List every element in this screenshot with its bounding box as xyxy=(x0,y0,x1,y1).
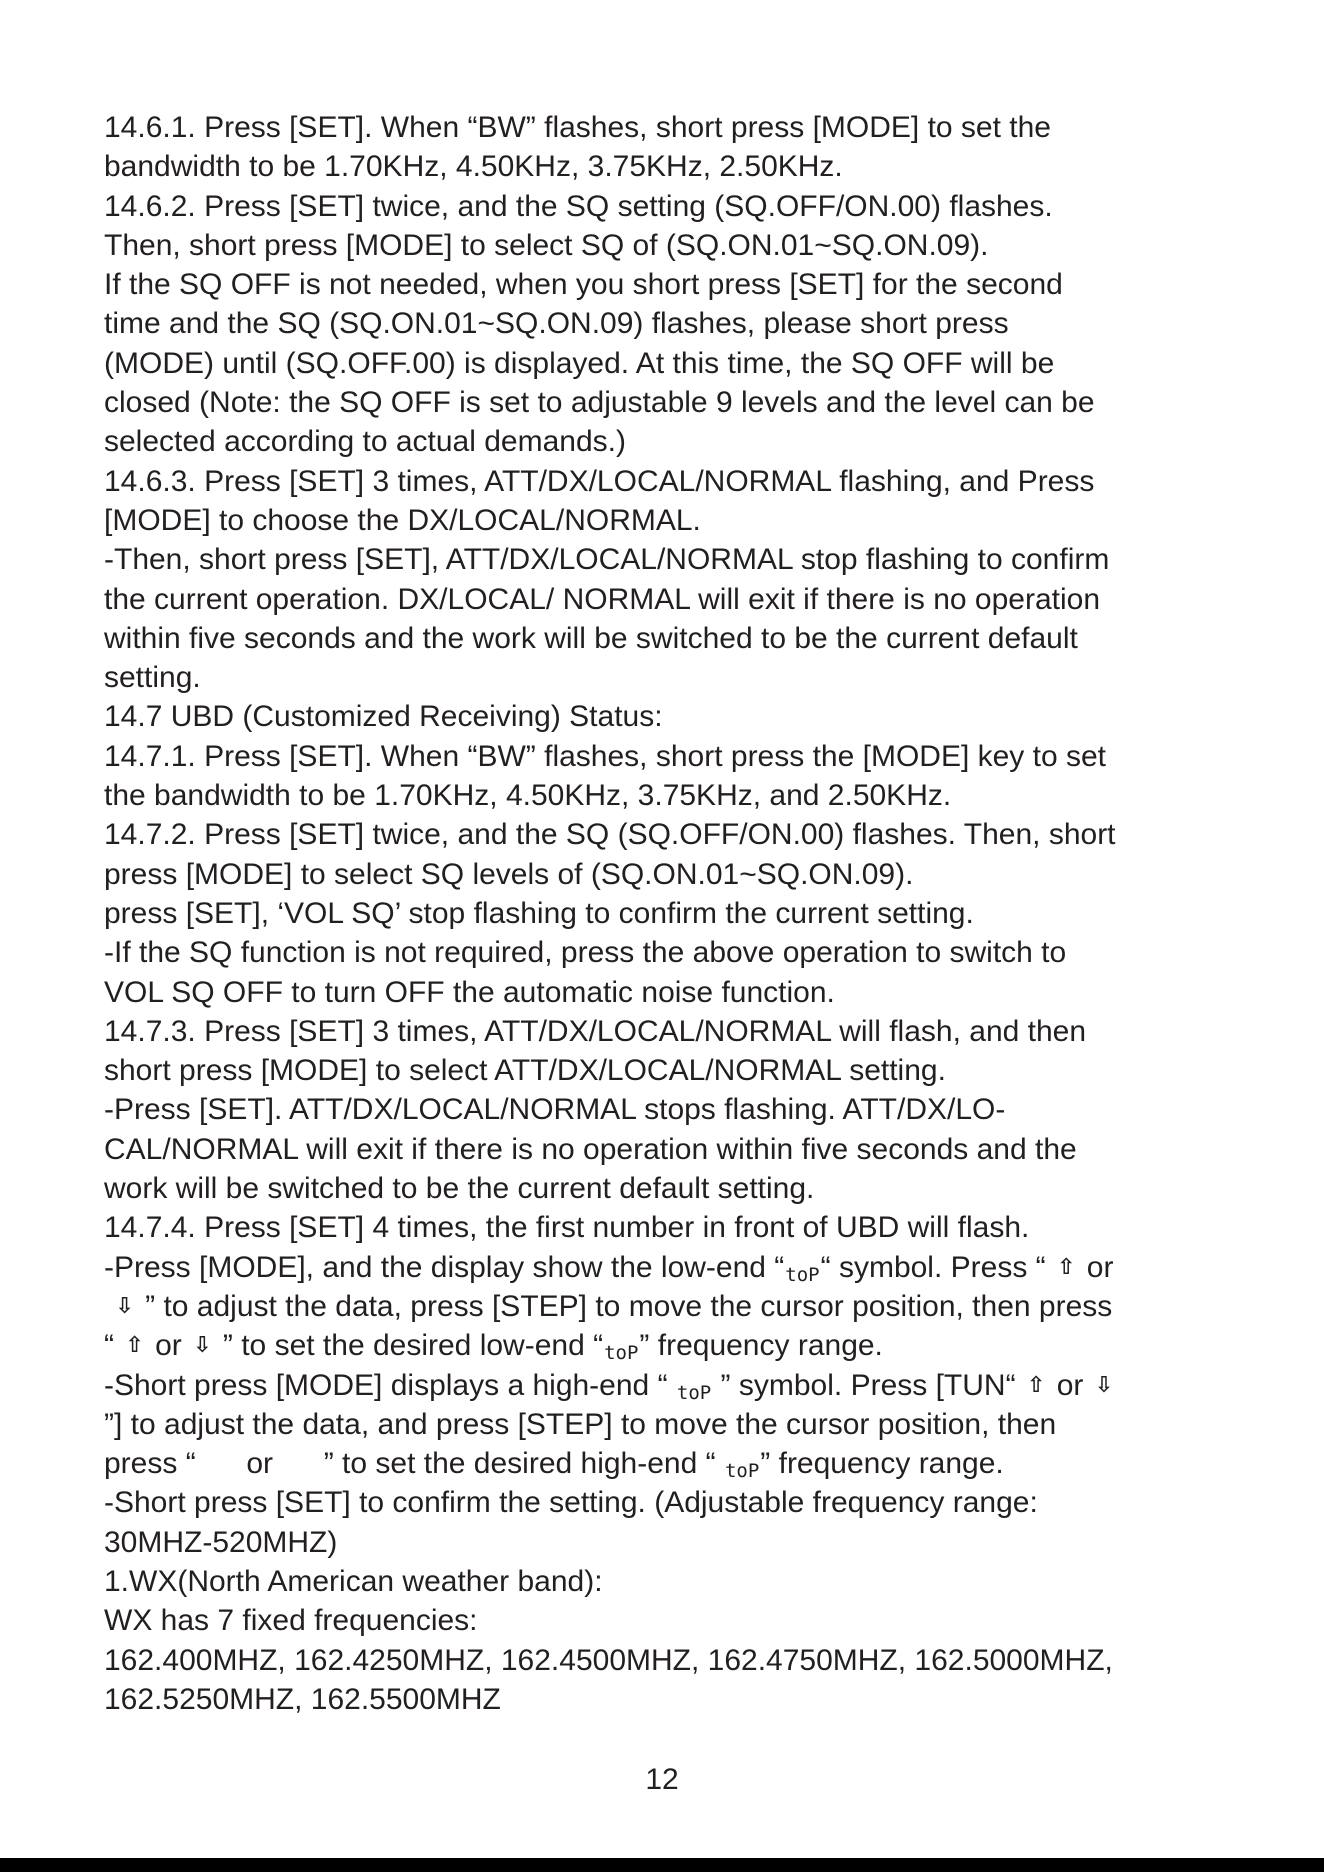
text-segment: If the SQ OFF is not needed, when you short press [SET] for the second xyxy=(104,268,1063,302)
text-line xyxy=(104,580,1234,619)
text-line xyxy=(104,1641,1234,1680)
text-segment: VOL SQ OFF to turn OFF the automatic noise function. xyxy=(104,975,835,1009)
text-segment: work will be switched to be the current default setting. xyxy=(104,1172,815,1206)
text-segment: 162.5250MHZ, 162.5500MHZ xyxy=(104,1682,501,1716)
text-line xyxy=(104,697,1234,736)
up-arrow-icon: ⇧ xyxy=(1026,1372,1046,1398)
page-number: 12 xyxy=(645,1763,679,1796)
text-line xyxy=(104,1562,1234,1601)
text-segment: Then, short press [MODE] to select SQ of (SQ.ON.01~SQ.ON.09). xyxy=(104,228,989,262)
text-line xyxy=(104,1248,1234,1287)
text-segment: -Press [MODE], and the display show the low-end “ xyxy=(104,1250,785,1284)
text-segment: ” frequency range. xyxy=(639,1329,883,1363)
text-line xyxy=(104,501,1234,540)
lcd-top-symbol: toP xyxy=(724,1460,760,1483)
text-segment: 30MHZ-520MHZ) xyxy=(104,1525,338,1559)
text-segment: (MODE) until (SQ.OFF.00) is displayed. At this time, the SQ OFF will be xyxy=(104,346,1055,380)
text-line xyxy=(104,1680,1234,1719)
text-line xyxy=(104,855,1234,894)
text-segment: 1.WX(North American weather band): xyxy=(104,1564,603,1598)
text-segment: ” to set the desired high-end “ xyxy=(315,1447,724,1481)
text-line xyxy=(104,1405,1234,1444)
text-line xyxy=(104,815,1234,854)
text-line xyxy=(104,422,1234,461)
text-line xyxy=(104,776,1234,815)
text-segment: 14.7.1. Press [SET]. When “BW” flashes, short press the [MODE] key to set xyxy=(104,739,1107,773)
text-segment: [MODE] to choose the DX/LOCAL/NORMAL. xyxy=(104,503,701,537)
text-segment: 14.7.4. Press [SET] 4 times, the first number in front of UBD will flash. xyxy=(104,1211,1030,1245)
text-segment: or xyxy=(1078,1250,1114,1284)
text-line xyxy=(104,1601,1234,1640)
text-line xyxy=(104,1208,1234,1247)
text-line xyxy=(104,147,1234,186)
lcd-top-symbol: toP xyxy=(676,1381,712,1404)
text-line xyxy=(104,383,1234,422)
text-line xyxy=(104,1483,1234,1522)
text-segment: ” to set the desired low-end “ xyxy=(214,1329,604,1363)
text-line xyxy=(104,619,1234,658)
text-segment: -Press [SET]. ATT/DX/LOCAL/NORMAL stops flashing. ATT/DX/LO- xyxy=(104,1093,1006,1127)
lcd-top-symbol: toP xyxy=(785,1263,820,1286)
down-arrow-icon: ⇩ xyxy=(115,1293,134,1319)
text-line xyxy=(104,1287,1234,1326)
text-line xyxy=(104,1366,1234,1405)
text-segment: “ symbol. Press “ xyxy=(820,1250,1054,1284)
text-line xyxy=(104,108,1234,147)
text-segment: setting. xyxy=(104,661,201,695)
text-segment: 14.7.3. Press [SET] 3 times, ATT/DX/LOCAL/NORMAL will flash, and then xyxy=(104,1014,1087,1048)
text-segment: 14.7 UBD (Customized Receiving) Status: xyxy=(104,700,663,734)
text-segment: the bandwidth to be 1.70KHz, 4.50KHz, 3.75KHz, and 2.50KHz. xyxy=(104,779,952,813)
text-line xyxy=(104,304,1234,343)
text-segment: press [MODE] to select SQ levels of (SQ.ON.01~SQ.ON.09). xyxy=(104,857,914,891)
text-segment: -Short press [SET] to confirm the setting. (Adjustable frequency range: xyxy=(104,1486,1038,1520)
text-segment: WX has 7 fixed frequencies: xyxy=(104,1604,478,1638)
text-segment: time and the SQ (SQ.ON.01~SQ.ON.09) flashes, please short press xyxy=(104,307,1009,341)
text-segment: -Short press [MODE] displays a high-end “ xyxy=(104,1368,676,1402)
text-line xyxy=(104,1130,1234,1169)
text-segment: bandwidth to be 1.70KHz, 4.50KHz, 3.75KHz, 2.50KHz. xyxy=(104,150,843,184)
bottom-edge-bar xyxy=(0,1858,1324,1872)
text-segment: 14.6.3. Press [SET] 3 times, ATT/DX/LOCAL/NORMAL flashing, and Press xyxy=(104,464,1095,498)
text-segment: 14.7.2. Press [SET] twice, and the SQ (SQ.OFF/ON.00) flashes. Then, short xyxy=(104,818,1116,852)
text-line xyxy=(104,933,1234,972)
manual-body-text xyxy=(104,108,1234,1719)
text-line xyxy=(104,1012,1234,1051)
text-segment: “ xyxy=(104,1329,123,1363)
text-line xyxy=(104,1444,1234,1483)
text-segment: or xyxy=(146,1329,191,1363)
text-segment: the current operation. DX/LOCAL/ NORMAL will exit if there is no operation xyxy=(104,582,1101,616)
text-line xyxy=(104,187,1234,226)
text-line xyxy=(104,265,1234,304)
text-segment: -If the SQ function is not required, press the above operation to switch to xyxy=(104,936,1067,970)
text-segment: ” frequency range. xyxy=(760,1447,1004,1481)
text-line xyxy=(104,894,1234,933)
text-line xyxy=(104,344,1234,383)
text-segment: or xyxy=(238,1447,282,1481)
text-line xyxy=(104,462,1234,501)
text-segment: within five seconds and the work will be switched to be the current default xyxy=(104,621,1078,655)
text-segment: selected according to actual demands.) xyxy=(104,425,626,459)
text-line xyxy=(104,1523,1234,1562)
text-line xyxy=(104,973,1234,1012)
text-line xyxy=(104,1090,1234,1129)
text-segment: 14.6.2. Press [SET] twice, and the SQ setting (SQ.OFF/ON.00) flashes. xyxy=(104,189,1053,223)
up-arrow-icon: ⇧ xyxy=(1057,1254,1076,1280)
text-segment: closed (Note: the SQ OFF is set to adjustable 9 levels and the level can be xyxy=(104,386,1095,420)
text-segment: ”] to adjust the data, and press [STEP] to move the cursor position, then xyxy=(104,1407,1057,1441)
text-line xyxy=(104,540,1234,579)
text-segment: press “ xyxy=(104,1447,205,1481)
text-line xyxy=(104,1169,1234,1208)
text-segment: ” symbol. Press [TUN“ xyxy=(712,1368,1024,1402)
text-line xyxy=(104,1051,1234,1090)
text-segment: ” to adjust the data, press [STEP] to move the cursor position, then press xyxy=(136,1289,1113,1323)
down-arrow-icon: ⇩ xyxy=(1094,1372,1114,1398)
text-line xyxy=(104,226,1234,265)
down-arrow-icon: ⇩ xyxy=(193,1333,212,1359)
lcd-top-symbol: toP xyxy=(604,1342,639,1365)
text-segment xyxy=(104,1290,112,1323)
text-segment: 14.6.1. Press [SET]. When “BW” flashes, short press [MODE] to set the xyxy=(104,111,1051,144)
text-segment: press [SET], ‘VOL SQ’ stop flashing to confirm the current setting. xyxy=(104,896,974,930)
text-segment: -Then, short press [SET], ATT/DX/LOCAL/NORMAL stop flashing to confirm xyxy=(104,543,1110,577)
text-line xyxy=(104,1326,1234,1365)
text-line xyxy=(104,737,1234,776)
text-segment: or xyxy=(1048,1368,1092,1402)
text-segment: short press [MODE] to select ATT/DX/LOCAL/NORMAL setting. xyxy=(104,1054,946,1088)
text-line xyxy=(104,658,1234,697)
text-segment: CAL/NORMAL will exit if there is no operation within five seconds and the xyxy=(104,1132,1077,1166)
up-arrow-icon: ⇧ xyxy=(125,1333,144,1359)
text-segment: 162.400MHZ, 162.4250MHZ, 162.4500MHZ, 162.4750MHZ, 162.5000MHZ, xyxy=(104,1643,1113,1677)
